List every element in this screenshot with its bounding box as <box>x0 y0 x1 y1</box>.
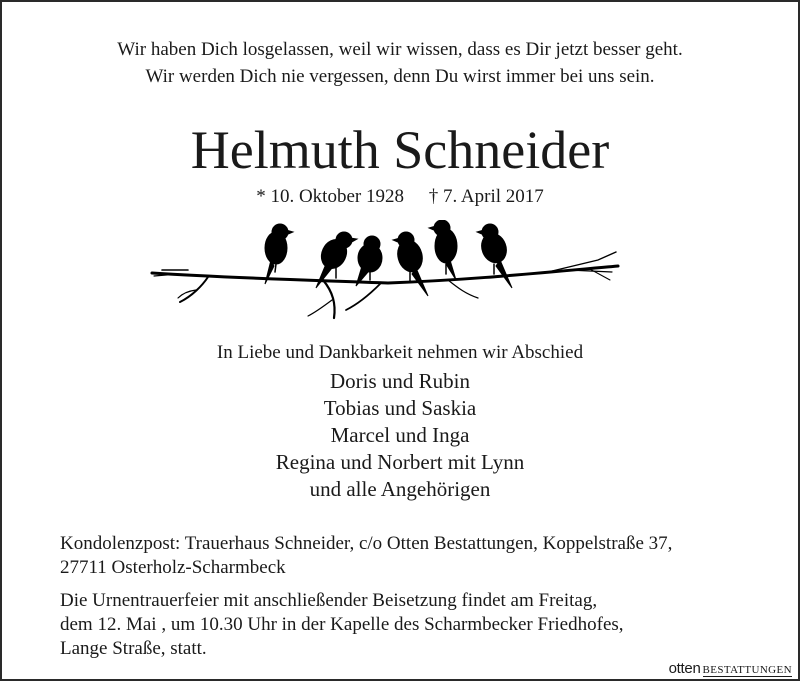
farewell-line: In Liebe und Dankbarkeit nehmen wir Abschied <box>216 342 584 363</box>
birth-date: * 10. Oktober 1928 <box>256 186 404 207</box>
poem-line: Wir werden Dich nie vergessen, denn Du wirst immer bei uns sein. <box>145 66 655 87</box>
poem-line: Wir haben Dich losgelassen, weil wir wissen, dass es Dir jetzt besser geht. <box>117 39 683 60</box>
mourner-name: und alle Angehörigen <box>309 477 491 501</box>
logo-suffix: BESTATTUNGEN <box>702 664 792 676</box>
ceremony-line: Lange Straße, statt. <box>60 638 207 659</box>
condolence-line: 27711 Osterholz-Scharmbeck <box>60 557 286 578</box>
condolence-address <box>60 532 760 580</box>
ceremony-line: dem 12. Mai , um 10.30 Uhr in der Kapelle des Scharmbecker Friedhofes, <box>60 614 624 635</box>
birds-on-branch-icon <box>148 220 628 330</box>
funeral-home-logo <box>669 660 792 677</box>
logo-brand: otten <box>668 660 701 677</box>
mourner-name: Marcel und Inga <box>330 423 470 447</box>
death-date: † 7. April 2017 <box>428 186 544 207</box>
mourner-name: Tobias und Saskia <box>323 396 477 420</box>
poem <box>2 36 798 90</box>
deceased-name: Helmuth Schneider <box>190 120 610 180</box>
mourners-list <box>2 368 798 503</box>
ceremony-info <box>60 589 760 661</box>
life-dates <box>2 184 798 210</box>
mourner-name: Regina und Norbert mit Lynn <box>275 450 525 474</box>
ceremony-line: Die Urnentrauerfeier mit anschließender Beisetzung findet am Freitag, <box>60 590 598 611</box>
mourner-name: Doris und Rubin <box>329 369 470 393</box>
condolence-line: Kondolenzpost: Trauerhaus Schneider, c/o Otten Bestattungen, Koppelstraße 37, <box>60 533 673 554</box>
